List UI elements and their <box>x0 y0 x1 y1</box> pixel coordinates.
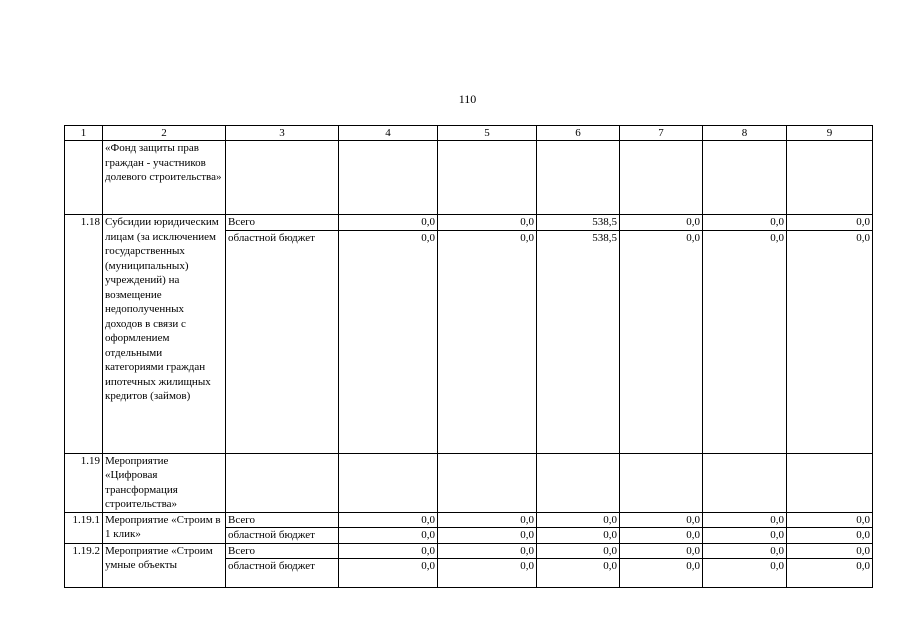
row-description: Субсидии юридическим лицам (за исключением государственных (муниципальных) учреждений) на возмещение недополученных доходов в связи с оформлением отдельными категориями граждан ипотечных жилищных кредитов (займов) <box>103 215 226 454</box>
column-header: 3 <box>226 126 339 141</box>
value-cell: 0,0 <box>339 543 438 559</box>
funding-source: областной бюджет <box>226 559 339 588</box>
value-cell: 0,0 <box>438 543 537 559</box>
value-cell: 0,0 <box>339 512 438 528</box>
row-description: Мероприятие «Строим умные объекты <box>103 543 226 588</box>
value-cell: 0,0 <box>339 559 438 588</box>
value-cell: 0,0 <box>339 215 438 231</box>
value-cell <box>703 141 787 215</box>
value-cell: 0,0 <box>438 528 537 544</box>
value-cell: 0,0 <box>339 230 438 453</box>
value-cell <box>537 453 620 512</box>
value-cell <box>339 453 438 512</box>
row-code: 1.19.1 <box>65 512 103 543</box>
value-cell: 0,0 <box>537 543 620 559</box>
table-row <box>65 543 873 559</box>
value-cell <box>339 141 438 215</box>
value-cell: 0,0 <box>787 512 873 528</box>
table-row <box>65 512 873 528</box>
column-header: 6 <box>537 126 620 141</box>
value-cell: 0,0 <box>438 512 537 528</box>
column-header: 8 <box>703 126 787 141</box>
funding-source: областной бюджет <box>226 528 339 544</box>
table-header <box>65 126 873 141</box>
value-cell: 0,0 <box>787 215 873 231</box>
value-cell <box>787 141 873 215</box>
value-cell: 0,0 <box>620 559 703 588</box>
value-cell <box>438 453 537 512</box>
value-cell <box>537 141 620 215</box>
value-cell: 0,0 <box>703 512 787 528</box>
value-cell: 0,0 <box>787 543 873 559</box>
value-cell: 538,5 <box>537 215 620 231</box>
value-cell: 0,0 <box>537 559 620 588</box>
funding-source: Всего <box>226 543 339 559</box>
value-cell <box>703 453 787 512</box>
table-row <box>65 215 873 231</box>
value-cell: 0,0 <box>703 230 787 453</box>
row-description: «Фонд защиты прав граждан - участников долевого строительства» <box>103 141 226 215</box>
value-cell: 0,0 <box>620 230 703 453</box>
value-cell: 0,0 <box>787 559 873 588</box>
row-code: 1.18 <box>65 215 103 454</box>
value-cell <box>787 453 873 512</box>
funding-source: Всего <box>226 215 339 231</box>
value-cell: 0,0 <box>438 559 537 588</box>
column-header: 5 <box>438 126 537 141</box>
value-cell: 0,0 <box>537 512 620 528</box>
column-header: 9 <box>787 126 873 141</box>
value-cell: 0,0 <box>703 215 787 231</box>
value-cell: 0,0 <box>620 215 703 231</box>
value-cell: 0,0 <box>339 528 438 544</box>
table-body <box>65 141 873 588</box>
page-number: 110 <box>458 92 477 106</box>
value-cell: 0,0 <box>787 230 873 453</box>
value-cell: 0,0 <box>620 543 703 559</box>
funding-source: областной бюджет <box>226 230 339 453</box>
row-description: Мероприятие «Цифровая трансформация строительства» <box>103 453 226 512</box>
value-cell: 0,0 <box>537 528 620 544</box>
column-header: 2 <box>103 126 226 141</box>
value-cell <box>438 141 537 215</box>
funding-source <box>226 141 339 215</box>
value-cell <box>620 141 703 215</box>
budget-table <box>64 125 873 588</box>
value-cell: 0,0 <box>620 512 703 528</box>
row-description: Мероприятие «Строим в 1 клик» <box>103 512 226 543</box>
funding-source: Всего <box>226 512 339 528</box>
table-row <box>65 453 873 512</box>
value-cell: 0,0 <box>703 528 787 544</box>
value-cell: 538,5 <box>537 230 620 453</box>
value-cell: 0,0 <box>703 543 787 559</box>
value-cell: 0,0 <box>703 559 787 588</box>
row-code <box>65 141 103 215</box>
funding-source <box>226 453 339 512</box>
header-row <box>65 126 873 141</box>
column-header: 4 <box>339 126 438 141</box>
value-cell: 0,0 <box>787 528 873 544</box>
value-cell: 0,0 <box>438 215 537 231</box>
row-code: 1.19 <box>65 453 103 512</box>
table-row <box>65 141 873 215</box>
value-cell: 0,0 <box>438 230 537 453</box>
column-header: 7 <box>620 126 703 141</box>
row-code: 1.19.2 <box>65 543 103 588</box>
value-cell: 0,0 <box>620 528 703 544</box>
value-cell <box>620 453 703 512</box>
column-header: 1 <box>65 126 103 141</box>
